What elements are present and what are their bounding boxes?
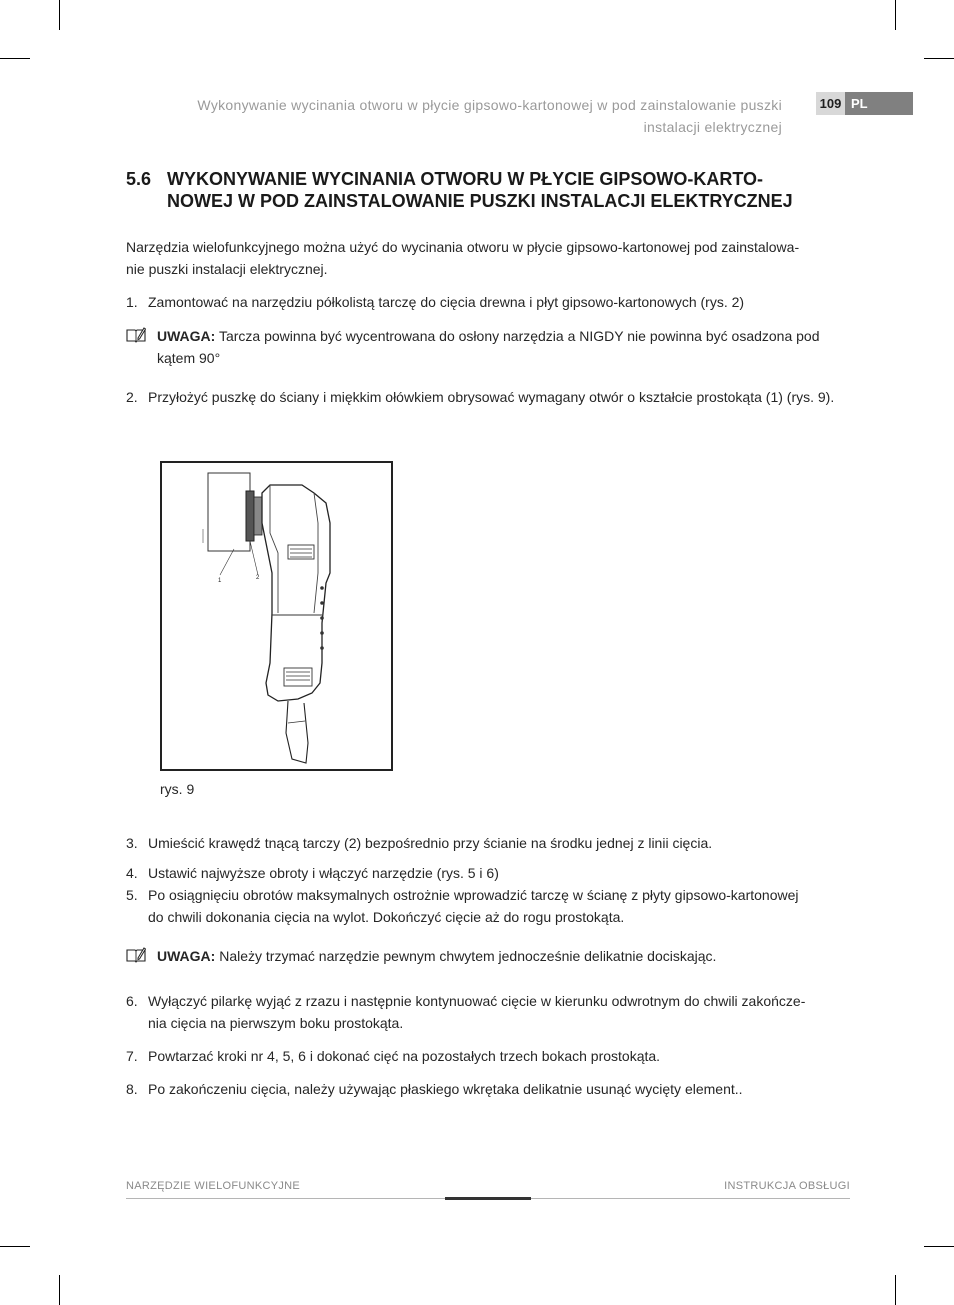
step-text: Po zakończeniu cięcia, należy używając płaskiego wkrętaka delikatnie usunąć wycięty element.. (148, 1081, 743, 1097)
intro-line1: Narzędzia wielofunkcyjnego można użyć do wycinania otworu w płycie gipsowo-kartonowej pod zainstalowa- (126, 239, 800, 255)
step-4 (126, 862, 851, 884)
step-3 (126, 832, 851, 854)
section-title-line1: WYKONYWANIE WYCINANIA OTWORU W PŁYCIE GIPSOWO-KARTO- (167, 169, 763, 189)
note-label: UWAGA: (157, 328, 216, 344)
note-label: UWAGA: (157, 948, 216, 964)
section-title-line2: NOWEJ W POD ZAINSTALOWANIE PUSZKI INSTALACJI ELEKTRYCZNEJ (167, 191, 793, 211)
footer-product-name: NARZĘDZIE WIELOFUNKCYJNE (126, 1180, 301, 1192)
note-text: Należy trzymać narzędzie pewnym chwytem jednocześnie delikatnie dociskając. (215, 948, 717, 964)
section-heading (126, 168, 846, 212)
step-number: 4. (126, 865, 138, 881)
language-badge: PL (845, 92, 913, 115)
step-text: Przyłożyć puszkę do ściany i miękkim ołówkiem obrysować wymagany otwór o kształcie prostokąta (1) (rys. 9). (148, 389, 835, 405)
crop-mark (924, 58, 954, 59)
page-number: 109 (816, 92, 845, 115)
running-header (100, 94, 782, 138)
notebook-pencil-icon (126, 947, 146, 963)
running-header-line2: instalacji elektrycznej (643, 119, 782, 135)
callout-2: 2 (256, 575, 260, 581)
step-number: 2. (126, 389, 138, 405)
crop-mark (895, 1275, 896, 1305)
page-tab (816, 92, 913, 115)
step-text-line2: nia cięcia na pierwszym boku prostokąta. (148, 1015, 404, 1031)
step-number: 7. (126, 1048, 138, 1064)
step-text-line2: do chwili dokonania cięcia na wylot. Dokończyć cięcie aż do rogu prostokąta. (148, 909, 625, 925)
step-5 (126, 884, 851, 928)
running-header-line1: Wykonywanie wycinania otworu w płycie gipsowo-kartonowej w pod zainstalowanie puszki (197, 97, 782, 113)
step-number: 8. (126, 1081, 138, 1097)
intro-line2: nie puszki instalacji elektrycznej. (126, 261, 328, 277)
step-1 (126, 291, 851, 313)
crop-mark (924, 1246, 954, 1247)
step-8 (126, 1078, 851, 1100)
note-text: Tarcza powinna być wycentrowana do osłony narzędzia a NIGDY nie powinna być osadzona pod kątem 90° (157, 328, 820, 366)
notebook-pencil-icon (126, 327, 146, 343)
note-1 (126, 325, 851, 369)
step-number: 6. (126, 993, 138, 1009)
step-text-line1: Po osiągnięciu obrotów maksymalnych ostrożnie wprowadzić tarczę w ścianę z płyty gipsowo-kartonowej (148, 887, 799, 903)
crop-mark (895, 0, 896, 30)
figure-multitool-drawing (160, 461, 393, 771)
footer-manual-title: INSTRUKCJA OBSŁUGI (724, 1180, 850, 1192)
step-2 (126, 386, 851, 408)
step-text: Ustawić najwyższe obroty i włączyć narzędzie (rys. 5 i 6) (148, 865, 499, 881)
step-text: Zamontować na narzędziu półkolistą tarczę do cięcia drewna i płyt gipsowo-kartonowych (rys. 2) (148, 294, 745, 310)
step-text-line1: Wyłączyć pilarkę wyjąć z rzazu i następnie kontynuować cięcie w kierunku odwrotnym do chwili zakończe- (148, 993, 806, 1009)
figure-caption: rys. 9 (160, 781, 195, 797)
step-6 (126, 990, 851, 1034)
crop-mark (0, 1246, 30, 1247)
step-text: Umieścić krawędź tnącą tarczy (2) bezpośrednio przy ścianie na środku jednej z linii cięcia. (148, 835, 713, 851)
step-number: 5. (126, 887, 138, 903)
step-7 (126, 1045, 851, 1067)
multitool-illustration (162, 463, 391, 769)
step-number: 1. (126, 294, 138, 310)
callout-1: 1 (218, 578, 222, 584)
note-2 (126, 945, 851, 967)
intro-paragraph (126, 236, 851, 280)
section-number: 5.6 (126, 169, 152, 189)
footer-accent-bar (445, 1197, 531, 1200)
crop-mark (0, 58, 30, 59)
step-number: 3. (126, 835, 138, 851)
crop-mark (59, 1275, 60, 1305)
crop-mark (59, 0, 60, 30)
step-text: Powtarzać kroki nr 4, 5, 6 i dokonać cięć na pozostałych trzech bokach prostokąta. (148, 1048, 661, 1064)
